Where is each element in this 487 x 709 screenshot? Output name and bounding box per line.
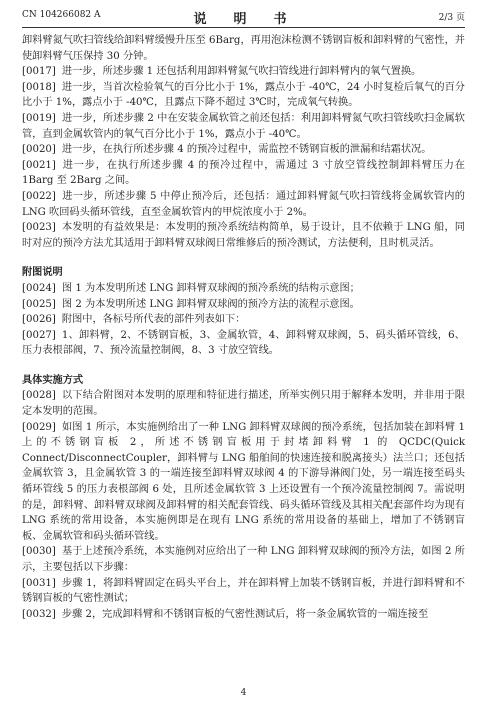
paragraph bbox=[22, 281, 465, 297]
paragraph-text: 本发明的有益效果是：本发明的预冷系统结构简单，易于设计，且不依赖于 LNG 船，同时对应的预冷方法尤其适用于卸料臂双球阀日常维修后的预冷测试，方法便利，且时机灵活。 bbox=[22, 222, 465, 249]
paragraph-text: 基于上述预冷系统，本实施例对应给出了一种 LNG 卸料臂双球阀的预冷方法，如图 2 所示，主要包括以下步骤： bbox=[22, 546, 465, 573]
paragraph-number: [0028] bbox=[22, 390, 56, 402]
section-title-embodiment: 具体实施方式 bbox=[22, 373, 84, 386]
paragraph-number: [0030] bbox=[22, 546, 56, 558]
paragraph-text: 附图中，各标号所代表的部件列表如下： bbox=[61, 314, 246, 326]
paragraph bbox=[22, 312, 465, 328]
paragraph-number: [0019] bbox=[22, 112, 56, 124]
header-rule bbox=[22, 27, 465, 28]
paragraph-text: 进一步，在执行所述步骤 4 的预冷过程中，需通过 3 寸放空管线控制卸料臂压力在 1Barg 至 2Barg 之间。 bbox=[22, 159, 465, 187]
paragraph-number: [0029] bbox=[22, 421, 56, 433]
paragraph bbox=[22, 80, 465, 111]
patent-number: CN 104266082 A bbox=[22, 10, 101, 20]
paragraph bbox=[22, 544, 465, 575]
paragraph bbox=[22, 328, 465, 359]
page-indicator: 2/3 页 bbox=[438, 13, 465, 23]
paragraph bbox=[22, 158, 465, 189]
paragraph-text: 卸料臂氮气吹扫管线给卸料臂缓慢升压至 6Barg，再用泡沫检测不锈钢盲板和卸料臂的气密性，并使卸料臂气压保持 30 分钟。 bbox=[22, 35, 465, 62]
paragraph-group-embodiment bbox=[22, 388, 465, 622]
paragraph-text: 进一步，当首次检验氧气的百分比小于 1%，露点小于 -40℃，24 小时复检后氧气的百分比小于 1%，露点小于 -40℃，且露点下降不超过 3℃时，完成氧气转换。 bbox=[22, 81, 465, 109]
paragraph bbox=[22, 607, 465, 623]
paragraph-number: [0031] bbox=[22, 577, 56, 589]
paragraph bbox=[22, 142, 465, 158]
paragraph bbox=[22, 64, 465, 80]
paragraph-number: [0023] bbox=[22, 222, 56, 234]
paragraph bbox=[22, 189, 465, 220]
paragraph bbox=[22, 576, 465, 607]
paragraph-group-top bbox=[22, 33, 465, 251]
paragraph bbox=[22, 420, 465, 545]
paragraph-text: 进一步，所述步骤 2 中在安装金属软管之前还包括：利用卸料臂氮气吹扫管线吹扫金属软管，直到金属软管内的氧气百分比小于 1%，露点小于 -40℃。 bbox=[22, 112, 465, 140]
paragraph-number: [0021] bbox=[22, 159, 56, 171]
paragraph-text: 图 2 为本发明所述 LNG 卸料臂双球阀的预冷方法的流程示意图。 bbox=[61, 298, 360, 310]
page-number: 4 bbox=[240, 688, 247, 698]
document-title: 说 明 书 bbox=[193, 12, 294, 27]
paragraph-number: [0025] bbox=[22, 298, 56, 310]
paragraph-number: [0024] bbox=[22, 282, 56, 294]
paragraph bbox=[22, 33, 465, 64]
paragraph-text: 进一步，所述步骤 1 还包括利用卸料臂氮气吹扫管线进行卸料臂内的氧气置换。 bbox=[61, 66, 422, 78]
paragraph-text: 如图 1 所示，本实施例给出了一种 LNG 卸料臂双球阀的预冷系统，包括加装在卸料臂 1 上的不锈钢盲板 2，所述不锈钢盲板用于封堵卸料臂 1 的 QCDC(Quick Connect/DisconnectCoupler，卸料臂与 LNG 船舶间的快速连接和脱离接头）法兰口；还包括金属软管 3，且金属软管 3 的一端连接至卸料臂双球阀 4 的下游导淋阀门处，另一端连接至码头循环管线 5 的压力表根部阀 6 处，且所述金属软管 3 上还设置有一个预冷流量控制阀 7。需说明的是，卸料臂、卸料臂双球阀及卸料臂的相关配套管线、码头循环管线及其相关配套部件均为现有 LNG 系统的常用设备，本实施例即是在现有 LNG 系统的常用设备的基础上，增加了不锈钢盲板、金属软管和码头循环管线。 bbox=[22, 421, 465, 542]
paragraph-text: 步骤 2，完成卸料臂和不锈钢盲板的气密性测试后，将一条金属软管的一端连接至 bbox=[61, 608, 429, 620]
paragraph-number: [0027] bbox=[22, 329, 56, 341]
paragraph-number: [0026] bbox=[22, 314, 56, 326]
paragraph-number: [0022] bbox=[22, 190, 56, 202]
paragraph bbox=[22, 220, 465, 251]
paragraph-group-figures bbox=[22, 281, 465, 359]
paragraph-text: 进一步，所述步骤 5 中停止预冷后，还包括：通过卸料臂氮气吹扫管线将金属软管内的 LNG 吹回码头循环管线，直至金属软管内的甲烷浓度小于 2%。 bbox=[22, 190, 465, 218]
paragraph-number: [0018] bbox=[22, 81, 56, 93]
paragraph-text: 以下结合附图对本发明的原理和特征进行描述，所举实例只用于解释本发明，并非用于限定本发明的范围。 bbox=[22, 390, 465, 418]
paragraph-text: 进一步，在执行所述步骤 4 的预冷过程中，需监控不锈钢盲板的泄漏和结霜状况。 bbox=[61, 144, 432, 156]
section-title-figures: 附图说明 bbox=[22, 266, 63, 279]
paragraph-number: [0017] bbox=[22, 66, 56, 78]
paragraph bbox=[22, 297, 465, 313]
paragraph-number: [0032] bbox=[22, 608, 56, 620]
page-header bbox=[22, 8, 465, 26]
paragraph-text: 1、卸料臂，2、不锈钢盲板，3、金属软管，4、卸料臂双球阀，5、码头循环管线，6、压力表根部阀，7、预冷流量控制阀，8、3 寸放空管线。 bbox=[22, 329, 465, 357]
paragraph bbox=[22, 111, 465, 142]
paragraph-number: [0020] bbox=[22, 144, 56, 156]
paragraph bbox=[22, 388, 465, 419]
document-body bbox=[22, 33, 465, 622]
paragraph-text: 步骤 1，将卸料臂固定在码头平台上，并在卸料臂上加装不锈钢盲板，并进行卸料臂和不锈钢盲板的气密性测试； bbox=[22, 577, 465, 605]
paragraph-text: 图 1 为本发明所述 LNG 卸料臂双球阀的预冷系统的结构示意图； bbox=[61, 282, 360, 294]
